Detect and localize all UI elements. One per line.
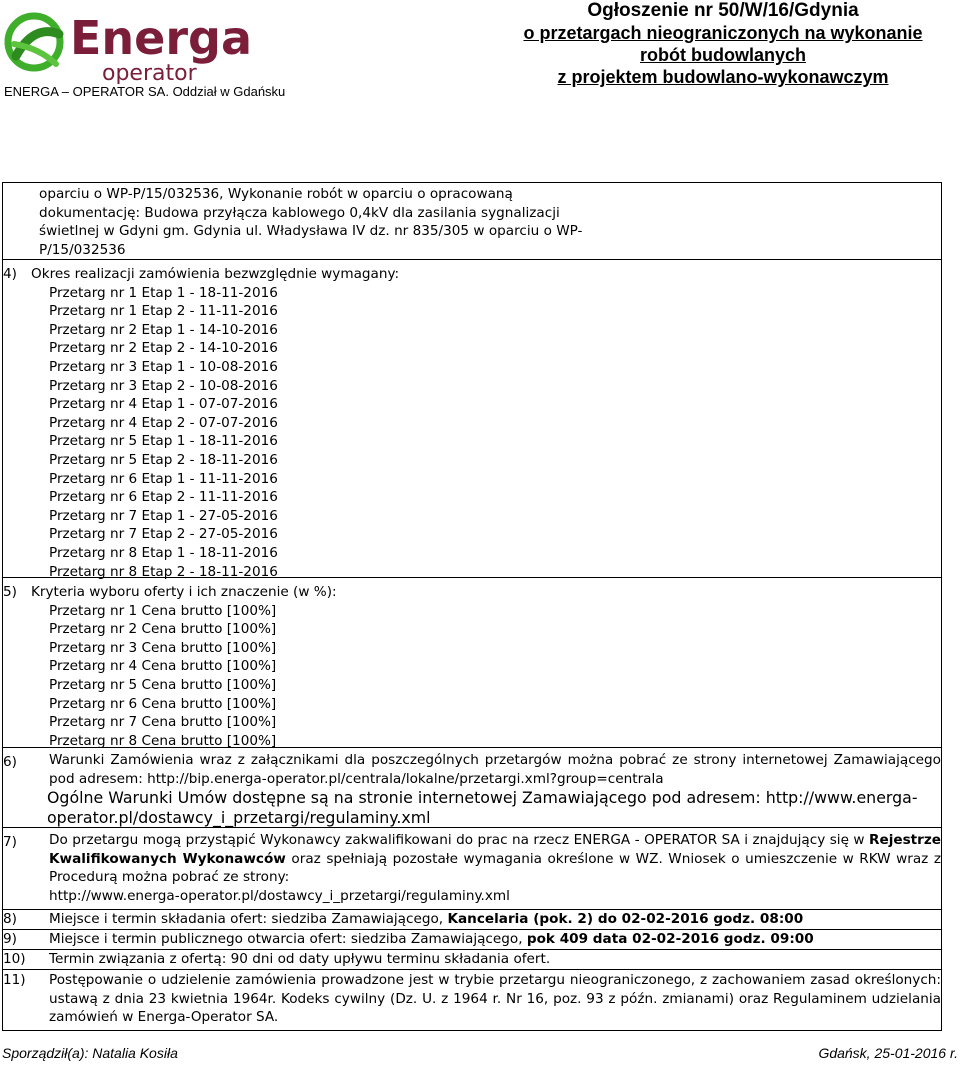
place-date: Gdańsk, 25-01-2016 r. — [818, 1045, 958, 1061]
section-3-line: dokumentację: Budowa przyłącza kablowego 0,4kV dla zasilania sygnalizacji — [39, 204, 560, 221]
energa-swirl-icon — [8, 16, 60, 68]
section-text: Miejsce i termin publicznego otwarcia ofert: siedziba Zamawiającego, — [49, 931, 523, 947]
rkw-link[interactable]: http://www.energa-operator.pl/dostawcy_i_przetargi/regulaminy.xml — [49, 887, 510, 904]
section-heading: Kryteria wyboru oferty i ich znaczenie (w %): — [31, 584, 337, 600]
list-item: Przetarg nr 7 Etap 1 - 27-05-2016 — [49, 507, 278, 524]
section-number: 8) — [3, 911, 17, 927]
section-9 — [3, 929, 941, 950]
section-7 — [3, 827, 941, 910]
list-item: Przetarg nr 4 Etap 2 - 07-07-2016 — [49, 414, 278, 431]
prepared-by: Sporządził(a): Natalia Kosiła — [2, 1045, 178, 1061]
section-text: Do przetargu mogą przystąpić Wykonawcy zakwalifikowani do prac na rzecz ENERGA - OPERATOR SA i znajdujący się w — [49, 832, 865, 848]
section-text-bold: Kancelaria (pok. 2) do 02-02-2016 godz. 08:00 — [447, 911, 804, 927]
title-line-2: o przetargach nieograniczonych na wykonanie — [523, 23, 923, 43]
page-header — [0, 0, 960, 110]
section-text: Postępowanie o udzielenie zamówienia prowadzone jest w trybie przetargu nieograniczonego, z zachowaniem zasad określonych: ustawą z dnia 23 kwietnia 1964r. Kodeks cywilny (Dz. U. z 1964 r. Nr 16, poz. 93 z późn. zmianami) oraz Regulaminem udzielania zamówień w Energa-Operator SA. — [49, 972, 941, 1026]
list-item: Przetarg nr 6 Etap 1 - 11-11-2016 — [49, 470, 278, 487]
section-number: 6) — [3, 754, 17, 770]
section-10 — [3, 949, 941, 970]
announcement-title — [488, 0, 958, 88]
section-number: 7) — [3, 834, 17, 850]
logo-wordmark: Energa — [70, 11, 253, 65]
section-11 — [3, 969, 941, 1029]
title-line-1: Ogłoszenie nr 50/W/16/Gdynia — [587, 0, 859, 21]
section-3-line: P/15/032536 — [39, 241, 126, 258]
section-3-line: oparciu o WP-P/15/032536, Wykonanie robót w oparciu o opracowaną — [39, 186, 513, 202]
section-number: 9) — [3, 931, 17, 947]
list-item: Przetarg nr 6 Etap 2 - 11-11-2016 — [49, 489, 278, 506]
section-text: oraz spełniają pozostałe wymagania określone w WZ. Wniosek o umieszczenie w RKW wraz z Procedurą można pobrać ze strony: — [49, 850, 941, 886]
title-line-3: robót budowlanych — [640, 45, 806, 65]
section-8 — [3, 909, 941, 930]
section-text: Warunki Zamówienia wraz z załącznikami dla poszczególnych przetargów można pobrać ze strony internetowej Zamawiającego pod adresem: http://bip.energa-operator.pl/centrala/lokalne/przetargi.xml?group=centrala — [49, 752, 941, 787]
list-item: Przetarg nr 4 Cena brutto [100%] — [49, 658, 277, 675]
list-item: Przetarg nr 6 Cena brutto [100%] — [49, 695, 277, 712]
list-item: Przetarg nr 1 Etap 2 - 11-11-2016 — [49, 303, 278, 320]
list-item: Przetarg nr 2 Etap 1 - 14-10-2016 — [49, 321, 278, 338]
list-item: Przetarg nr 7 Cena brutto [100%] — [49, 714, 277, 731]
list-item: Przetarg nr 2 Etap 2 - 14-10-2016 — [49, 340, 278, 357]
section-text: Miejsce i termin składania ofert: siedziba Zamawiającego, — [49, 911, 444, 927]
list-item: Przetarg nr 3 Etap 1 - 10-08-2016 — [49, 358, 278, 375]
list-item: Przetarg nr 1 Etap 1 - 18-11-2016 — [49, 284, 278, 301]
list-item: Przetarg nr 5 Cena brutto [100%] — [49, 676, 277, 693]
list-item: Przetarg nr 3 Etap 2 - 10-08-2016 — [49, 377, 278, 394]
section-text-bold: pok 409 data 02-02-2016 godz. 09:00 — [526, 931, 814, 947]
section-text-large: Ogólne Warunki Umów dostępne są na stronie internetowej Zamawiającego pod adresem: http://www.energa-operator.pl/dostawcy_i_przetargi/regulaminy.xml — [47, 788, 918, 828]
list-item: Przetarg nr 7 Etap 2 - 27-05-2016 — [49, 526, 278, 543]
section-heading: Okres realizacji zamówienia bezwzględnie wymagany: — [31, 266, 400, 282]
list-item: Przetarg nr 1 Cena brutto [100%] — [49, 602, 277, 619]
list-item: Przetarg nr 8 Etap 2 - 18-11-2016 — [49, 563, 278, 580]
page-footer — [0, 1045, 960, 1067]
company-name: ENERGA – OPERATOR SA. Oddział w Gdańsku — [4, 84, 286, 99]
section-text-bold: Rejestrze Kwalifikowanych Wykonawców — [49, 832, 942, 867]
section-number: 4) — [3, 266, 17, 282]
section-number: 5) — [3, 584, 17, 600]
list-item: Przetarg nr 8 Etap 1 - 18-11-2016 — [49, 544, 278, 561]
list-item: Przetarg nr 4 Etap 1 - 07-07-2016 — [49, 396, 278, 413]
announcement-table — [2, 182, 942, 1031]
section-4 — [3, 259, 941, 578]
list-item: Przetarg nr 2 Cena brutto [100%] — [49, 621, 277, 638]
list-item: Przetarg nr 3 Cena brutto [100%] — [49, 639, 277, 656]
title-line-4: z projektem budowlano-wykonawczym — [557, 67, 889, 87]
list-item: Przetarg nr 5 Etap 2 - 18-11-2016 — [49, 451, 278, 468]
section-5 — [3, 577, 941, 748]
section-3-line: świetlnej w Gdyni gm. Gdynia ul. Władysława IV dz. nr 835/305 w oparciu o WP- — [39, 223, 583, 240]
section-number: 10) — [3, 951, 26, 967]
logo-subtext: operator — [102, 61, 197, 84]
section-3-continuation — [3, 183, 941, 260]
list-item: Przetarg nr 5 Etap 1 - 18-11-2016 — [49, 433, 278, 450]
list-item: Przetarg nr 8 Cena brutto [100%] — [49, 732, 277, 749]
section-6 — [3, 747, 941, 828]
section-number: 11) — [3, 972, 26, 988]
section-text: Termin związania z ofertą: 90 dni od daty upływu terminu składania ofert. — [49, 951, 551, 967]
energa-operator-logo — [4, 4, 304, 84]
